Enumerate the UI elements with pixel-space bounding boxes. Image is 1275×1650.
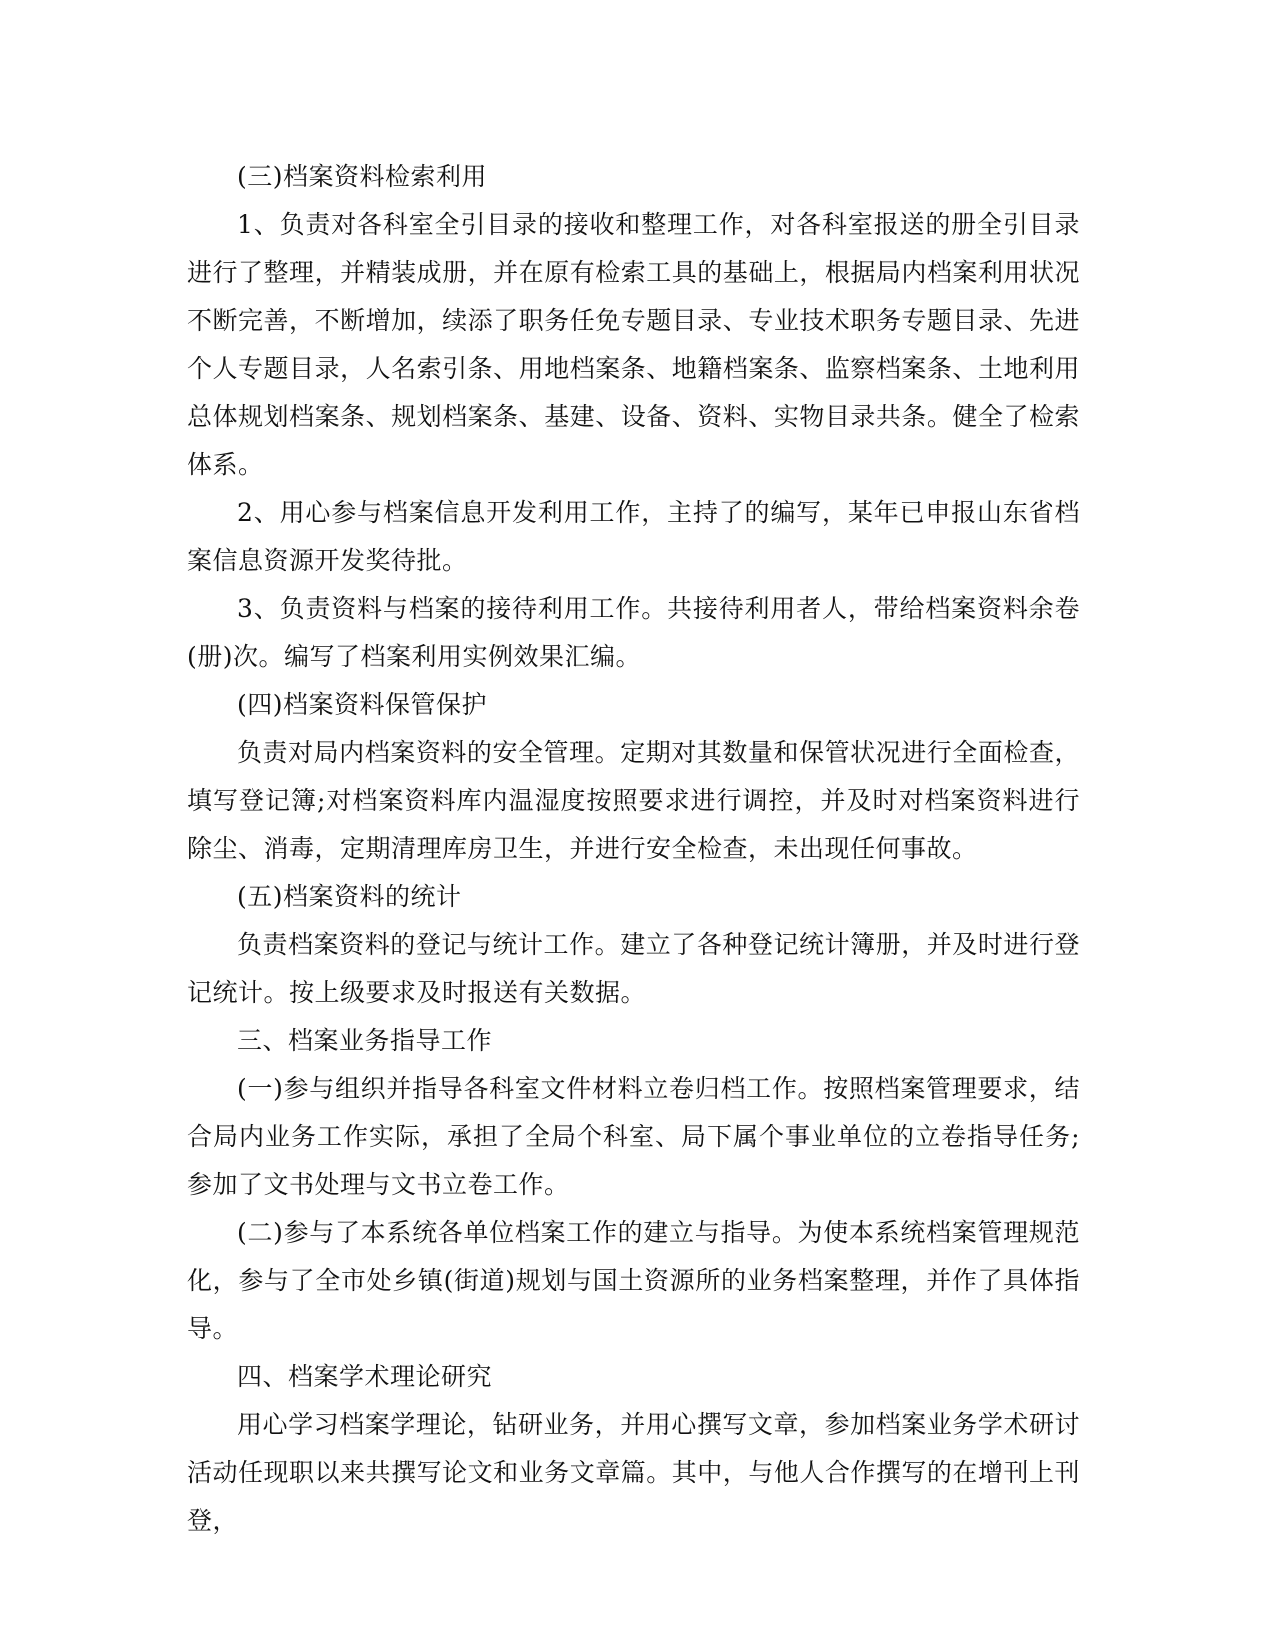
section-heading-statistics: (五)档案资料的统计 [237, 882, 462, 911]
section-heading-guidance: 三、档案业务指导工作 [237, 1026, 493, 1055]
paragraph-reception: 3、负责资料与档案的接待利用工作。共接待利用者人，带给档案资料余卷(册)次。编写了档案利用实例效果汇编。 [187, 594, 1080, 671]
paragraph-statistics-work: 负责档案资料的登记与统计工作。建立了各种登记统计簿册，并及时进行登记统计。按上级要求及时报送有关数据。 [187, 930, 1080, 1007]
paragraph-info-development: 2、用心参与档案信息开发利用工作，主持了的编写，某年已申报山东省档案信息资源开发奖待批。 [187, 498, 1080, 575]
paragraph-research-work: 用心学习档案学理论，钻研业务，并用心撰写文章，参加档案业务学术研讨活动任现职以来共撰写论文和业务文章篇。其中，与他人合作撰写的在增刊上刊登， [187, 1410, 1080, 1535]
section-heading-research: 四、档案学术理论研究 [237, 1362, 493, 1391]
document-body [187, 153, 1080, 1545]
section-heading-retrieval: (三)档案资料检索利用 [237, 162, 488, 191]
paragraph-filing-guidance: (一)参与组织并指导各科室文件材料立卷归档工作。按照档案管理要求，结合局内业务工作实际，承担了全局个科室、局下属个事业单位的立卷指导任务;参加了文书处理与文书立卷工作。 [187, 1074, 1080, 1199]
paragraph-system-guidance: (二)参与了本系统各单位档案工作的建立与指导。为使本系统档案管理规范化，参与了全市处乡镇(街道)规划与国土资源所的业务档案整理，并作了具体指导。 [187, 1218, 1080, 1343]
paragraph-catalog-work: 1、负责对各科室全引目录的接收和整理工作，对各科室报送的册全引目录进行了整理，并精装成册，并在原有检索工具的基础上，根据局内档案利用状况不断完善，不断增加，续添了职务任免专题目录、专业技术职务专题目录、先进个人专题目录，人名索引条、用地档案条、地籍档案条、监察档案条、土地利用总体规划档案条、规划档案条、基建、设备、资料、实物目录共条。健全了检索体系。 [187, 210, 1080, 479]
paragraph-safety-management: 负责对局内档案资料的安全管理。定期对其数量和保管状况进行全面检查，填写登记簿;对档案资料库内温湿度按照要求进行调控，并及时对档案资料进行除尘、消毒，定期清理库房卫生，并进行安全检查，未出现任何事故。 [187, 738, 1080, 863]
section-heading-custody: (四)档案资料保管保护 [237, 690, 488, 719]
